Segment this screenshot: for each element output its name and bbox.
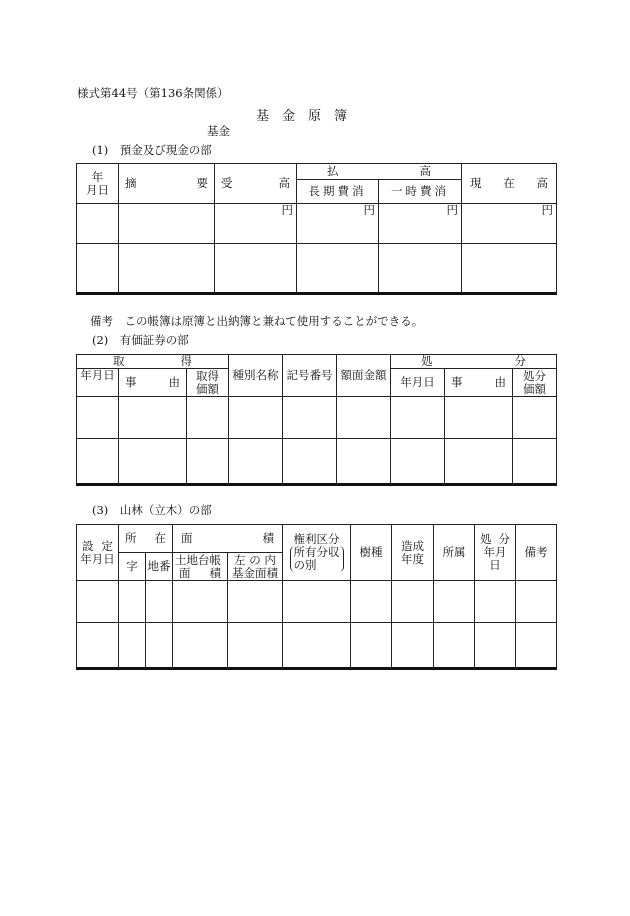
area-header-b: 積 — [262, 531, 274, 545]
cash-cell — [119, 204, 215, 244]
forest-cell — [283, 623, 351, 669]
receipt-yen-unit: 円 — [215, 204, 297, 244]
setup-date-c: 年月日 — [80, 551, 115, 566]
disposal-price-header — [513, 369, 557, 397]
securities-cell — [513, 439, 557, 485]
type-name-header: 種別名称 — [229, 355, 283, 397]
location-header-b: 在 — [154, 531, 166, 545]
temporary-yen-unit: 円 — [379, 204, 462, 244]
acquisition-price-b: 価額 — [196, 381, 219, 396]
securities-cell — [187, 439, 229, 485]
long-term-header: 長期費消 — [297, 180, 379, 204]
page-title: 基 金 原 簿 — [256, 109, 348, 124]
setup-date-b: 定 — [101, 538, 113, 553]
disposal-reason-a: 事 — [451, 375, 463, 389]
forest-cell — [392, 581, 434, 623]
section3-heading: (3) 山林（立木）の部 — [92, 503, 212, 517]
securities-cell — [229, 397, 283, 439]
area-header-a: 面 — [181, 531, 193, 545]
disposal-date-header — [475, 525, 516, 581]
forest-cell — [173, 581, 228, 623]
disposal-header-a: 処 — [421, 354, 433, 368]
forest-cell — [77, 581, 119, 623]
disposal-header — [391, 355, 557, 369]
forest-cell — [434, 623, 475, 669]
form-number: 様式第44号（第136条関係） — [77, 86, 229, 100]
date-header — [77, 164, 119, 204]
rights-bracket — [290, 546, 344, 572]
forest-cell — [351, 623, 392, 669]
setup-date-a: 設 — [82, 538, 94, 553]
payout-header-a: 払 — [327, 164, 339, 178]
current-header-a: 現 — [470, 176, 482, 190]
forest-cell — [475, 623, 516, 669]
area-header — [173, 525, 283, 553]
disposal-reason-b: 由 — [494, 375, 506, 389]
description-header-a: 摘 — [125, 176, 137, 190]
forest-cell — [146, 581, 173, 623]
section1-heading: (1) 預金及び現金の部 — [92, 143, 212, 157]
planting-year-b: 年度 — [401, 551, 424, 566]
land-area-a: 土地台帳 — [175, 552, 221, 567]
disposal-price-a: 処分 — [523, 368, 546, 383]
securities-cell — [119, 397, 187, 439]
acquisition-reason-b: 由 — [168, 375, 180, 389]
location-header — [119, 525, 173, 553]
acquisition-date-header: 年月日 — [77, 369, 119, 397]
forest-cell — [283, 581, 351, 623]
location-header-a: 所 — [125, 531, 137, 545]
forest-cell — [228, 581, 283, 623]
acquisition-header-b: 得 — [180, 354, 192, 368]
fund-label: 基金 — [207, 124, 230, 138]
code-number-header: 記号番号 — [283, 355, 337, 397]
cash-deposit-table — [76, 163, 557, 295]
cash-cell — [77, 244, 119, 294]
cash-cell — [379, 244, 462, 294]
cash-cell — [297, 244, 379, 294]
receipt-header — [215, 164, 297, 204]
disposal-date-header: 年月日 — [391, 369, 445, 397]
rights-header-a: 権利区分 — [293, 532, 340, 546]
securities-table — [76, 354, 557, 486]
acquisition-reason-a: 事 — [125, 375, 137, 389]
acquisition-price-a: 取得 — [196, 368, 219, 383]
section2-heading: (2) 有価証券の部 — [92, 333, 189, 347]
land-area-c: 積 — [209, 565, 221, 580]
cash-cell — [215, 244, 297, 294]
face-value-header: 額面金額 — [337, 355, 391, 397]
disposal-date-c: 年月日 — [483, 545, 507, 572]
acquisition-header-a: 取 — [113, 354, 125, 368]
fund-area-header — [228, 553, 283, 581]
securities-cell — [77, 397, 119, 439]
notes-header: 備考 — [516, 525, 557, 581]
fund-area-b: 基金面積 — [232, 565, 278, 580]
payout-header-b: 高 — [419, 164, 431, 178]
receipt-header-b: 高 — [278, 176, 290, 190]
securities-cell — [229, 439, 283, 485]
rights-header-c: の別 — [293, 558, 317, 572]
temporary-header: 一時費消 — [379, 180, 462, 204]
securities-cell — [445, 397, 513, 439]
date-header-monthday: 月日 — [86, 182, 109, 197]
cash-cell — [119, 244, 215, 294]
payout-header — [297, 164, 462, 180]
species-header: 樹種 — [351, 525, 392, 581]
forest-cell — [173, 623, 228, 669]
fund-area-a: 左 の 内 — [234, 552, 276, 567]
lot-number-header: 地番 — [146, 553, 173, 581]
securities-cell — [187, 397, 229, 439]
acquisition-price-header — [187, 369, 229, 397]
securities-cell — [77, 439, 119, 485]
forest-cell — [434, 581, 475, 623]
acquisition-header — [77, 355, 229, 369]
securities-cell — [391, 397, 445, 439]
setup-date-header — [77, 525, 119, 581]
forest-table — [76, 524, 557, 670]
disposal-reason-header — [445, 369, 513, 397]
cash-cell — [77, 204, 119, 244]
disposal-header-b: 分 — [514, 354, 526, 368]
disposal-price-b: 価額 — [523, 381, 546, 396]
securities-cell — [337, 397, 391, 439]
forest-cell — [119, 581, 146, 623]
planting-year-a: 造成 — [401, 538, 424, 553]
date-header-year: 年 — [91, 169, 104, 184]
cash-cell — [462, 244, 557, 294]
securities-cell — [283, 397, 337, 439]
rights-header — [283, 525, 351, 581]
receipt-header-a: 受 — [221, 176, 233, 190]
forest-cell — [119, 623, 146, 669]
forest-cell — [351, 581, 392, 623]
securities-cell — [391, 439, 445, 485]
long-term-yen-unit: 円 — [297, 204, 379, 244]
forest-cell — [146, 623, 173, 669]
forest-cell — [516, 581, 557, 623]
forest-cell — [516, 623, 557, 669]
securities-cell — [283, 439, 337, 485]
forest-cell — [392, 623, 434, 669]
planting-year-header — [392, 525, 434, 581]
current-header-b: 在 — [503, 176, 515, 190]
current-balance-header — [462, 164, 557, 204]
forest-cell — [77, 623, 119, 669]
belong-header: 所属 — [434, 525, 475, 581]
aza-header: 字 — [119, 553, 146, 581]
securities-cell — [337, 439, 391, 485]
disposal-date-a: 処 — [480, 532, 492, 546]
description-header-b: 要 — [196, 176, 208, 190]
rights-header-b: 所有分収 — [293, 545, 340, 559]
securities-cell — [513, 397, 557, 439]
remark-note: 備考 この帳簿は原簿と出納簿と兼ねて使用することができる。 — [90, 314, 424, 328]
land-area-b: 面 — [179, 565, 191, 580]
acquisition-reason-header — [119, 369, 187, 397]
current-header-c: 高 — [536, 176, 548, 190]
land-area-header — [173, 553, 228, 581]
forest-cell — [475, 581, 516, 623]
securities-cell — [119, 439, 187, 485]
disposal-date-b: 分 — [498, 532, 510, 546]
description-header — [119, 164, 215, 204]
securities-cell — [445, 439, 513, 485]
forest-cell — [228, 623, 283, 669]
current-yen-unit: 円 — [462, 204, 557, 244]
